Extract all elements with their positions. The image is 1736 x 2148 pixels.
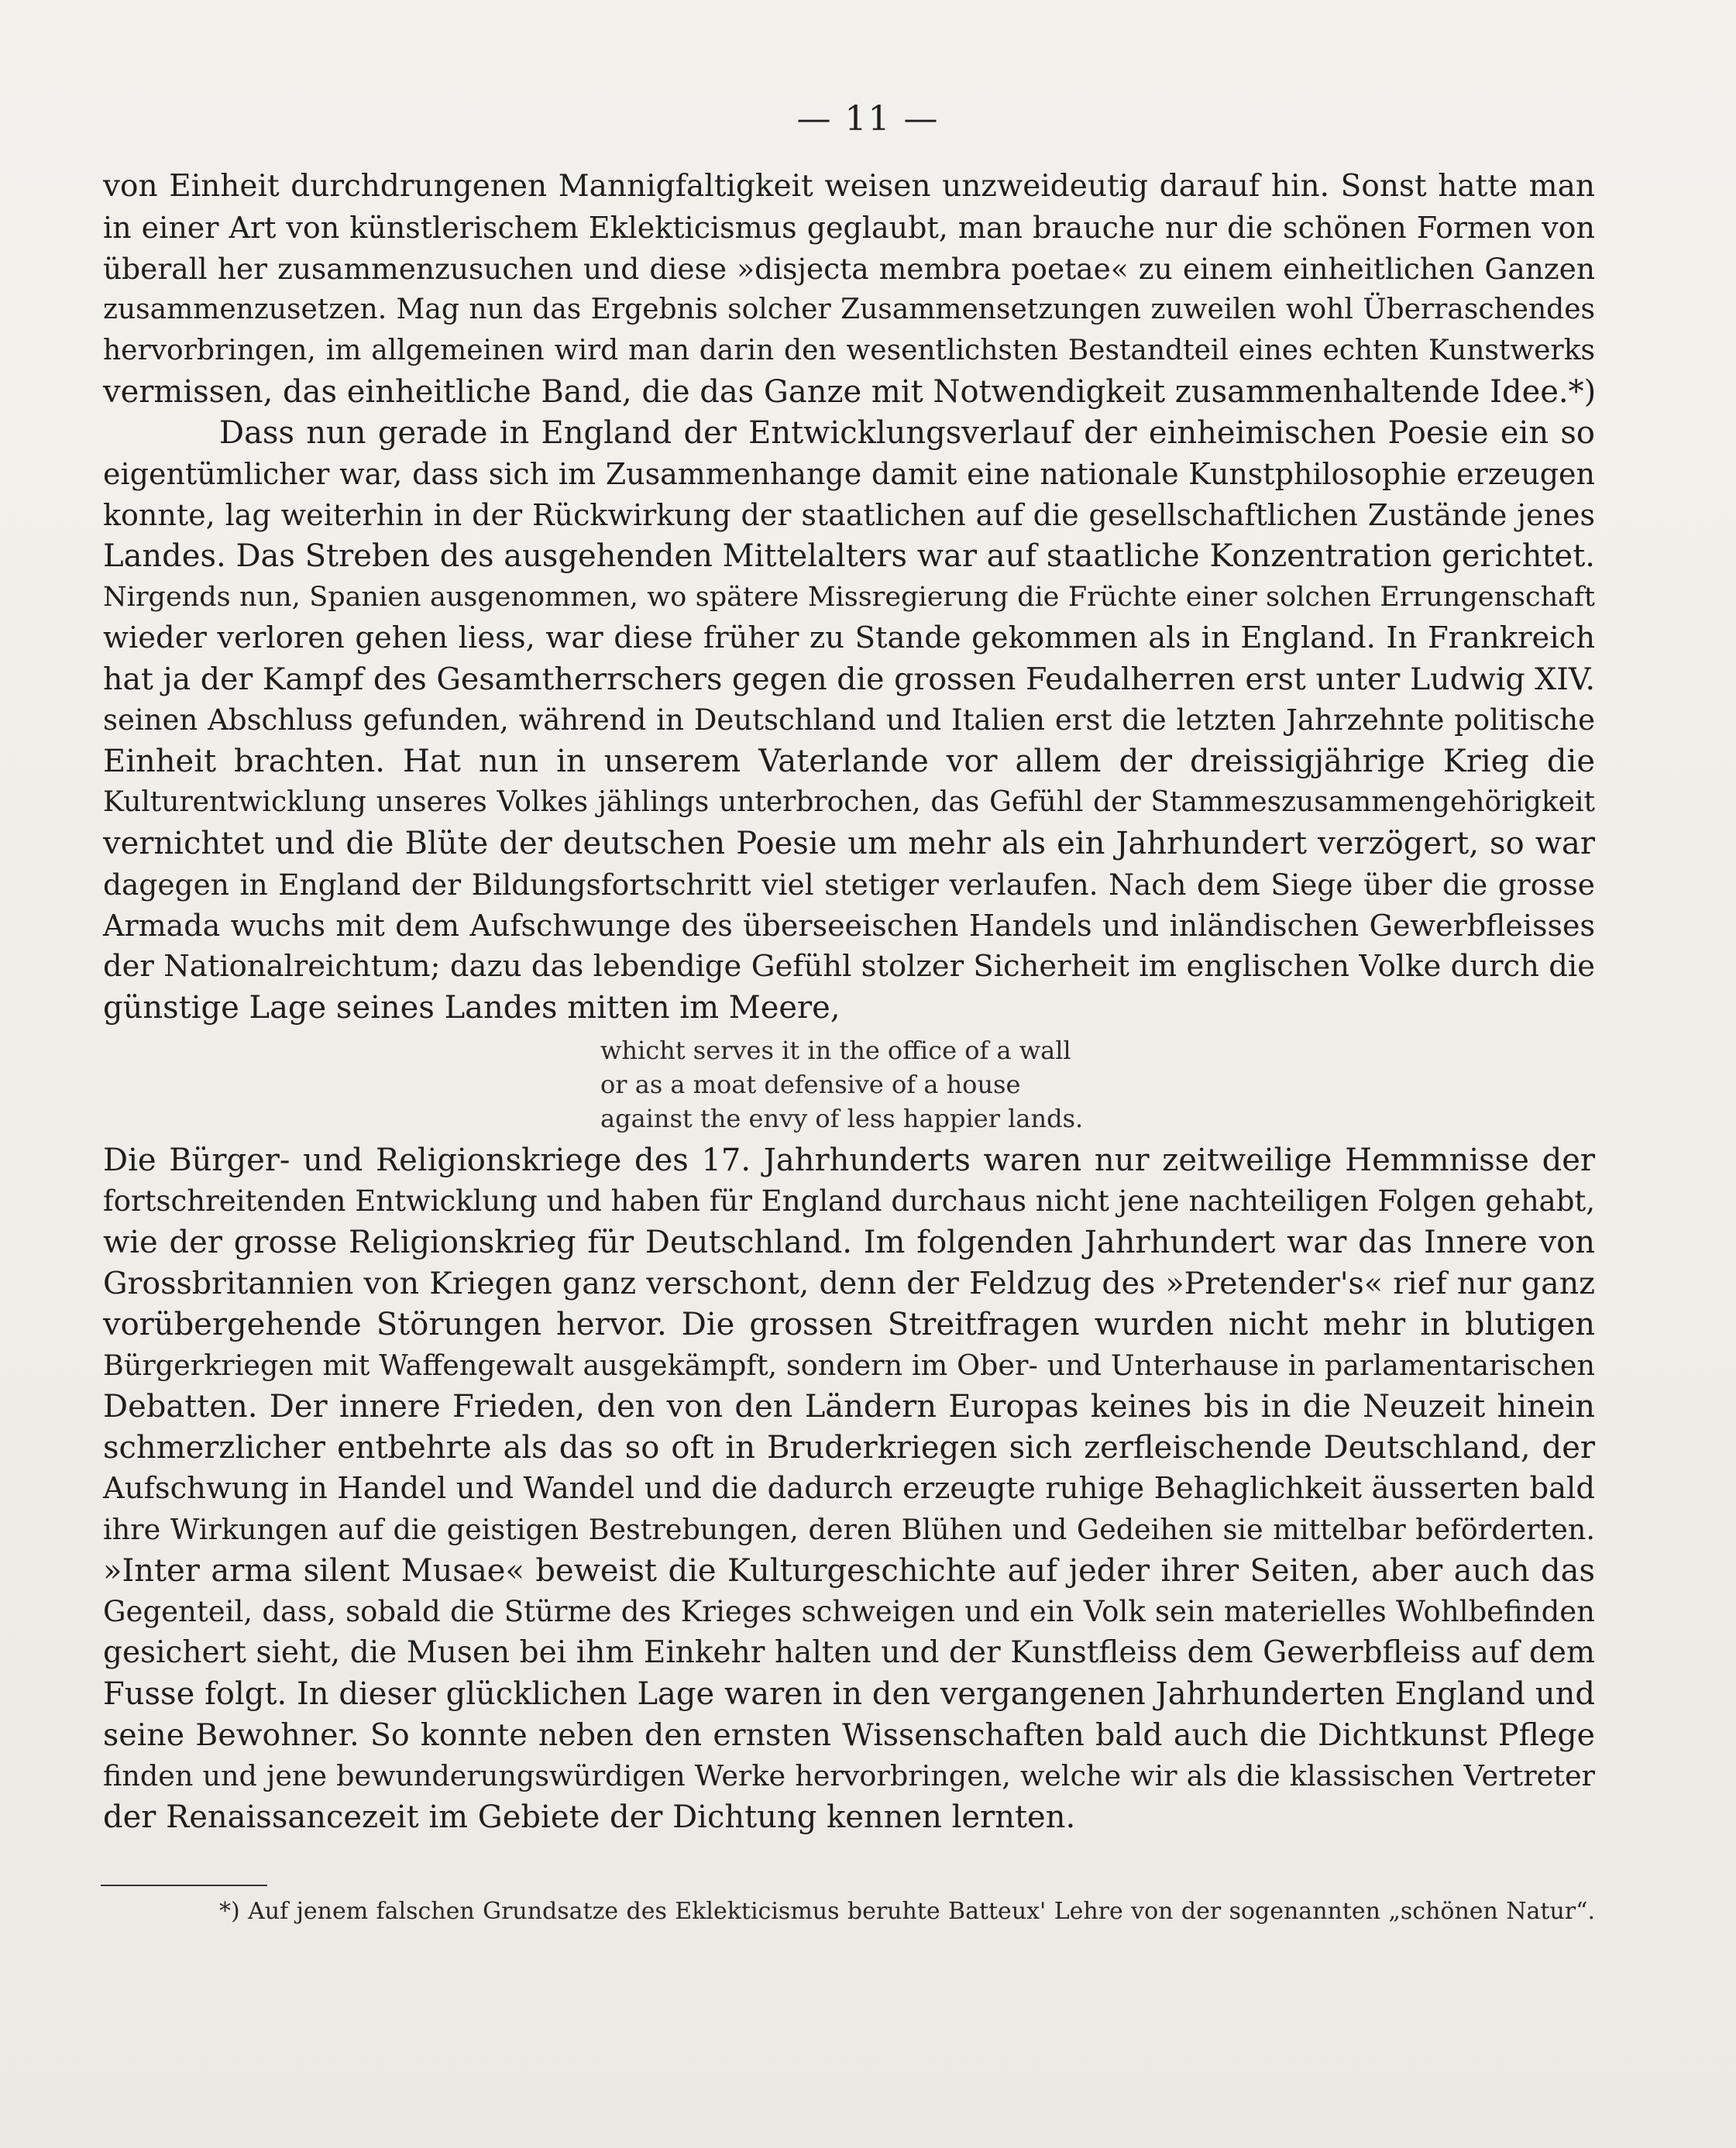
body-line: hat ja der Kampf des Gesamtherrschers gegen die grossen Feudalherren erst unter Ludwig XIV. [103,662,1596,697]
body-line: ihre Wirkungen auf die geistigen Bestrebungen, deren Blühen und Gedeihen sie mittelbar beförderten. [103,1513,1595,1546]
body-line: Gegenteil, dass, sobald die Stürme des Krieges schweigen und ein Volk sein materielles Wohlbefinden [103,1595,1595,1628]
body-line: hervorbringen, im allgemeinen wird man darin den wesentlichsten Bestandteil eines echten Kunstwerks [103,335,1595,366]
body-line: fortschreitenden Entwicklung und haben für England durchaus nicht jene nachteiligen Folgen gehabt, [103,1184,1596,1218]
body-line: wieder verloren gehen liess, war diese früher zu Stande gekommen als in England. In Frankreich [103,620,1595,655]
body-line: Einheit brachten. Hat nun in unserem Vaterlande vor allem der dreissigjährige Krieg die [103,744,1595,779]
body-line: zusammenzusetzen. Mag nun das Ergebnis solcher Zusammensetzungen zuweilen wohl Überraschendes [103,294,1595,325]
body-line: überall her zusammenzusuchen und diese »disjecta membra poetae« zu einem einheitlichen Ganzen [103,252,1595,286]
body-line: vernichtet und die Blüte der deutschen Poesie um mehr als ein Jahrhundert verzögert, so war [103,826,1595,861]
body-line: Landes. Das Streben des ausgehenden Mittelalters war auf staatliche Konzentration gerichtet. [103,538,1595,574]
body-line: Aufschwung in Handel und Wandel und die dadurch erzeugte ruhige Behaglichkeit äusserten bald [103,1471,1595,1506]
body-line: schmerzlicher entbehrte als das so oft in Bruderkriegen sich zerfleischende Deutschland, der [103,1430,1595,1466]
body-line: Bürgerkriegen mit Waffengewalt ausgekämpft, sondern im Ober- und Unterhause in parlamentarischen [103,1349,1595,1382]
body-line: günstige Lage seines Landes mitten im Meere, [103,990,840,1026]
body-line: von Einheit durchdrungenen Mannigfaltigkeit weisen unzweideutig darauf hin. Sonst hatte man [103,169,1595,204]
body-line: gesichert sieht, die Musen bei ihm Einkehr halten und der Kunstfleiss dem Gewerbfleiss auf dem [103,1635,1595,1670]
body-line: seinen Abschluss gefunden, während in Deutschland und Italien erst die letzten Jahrzehnte politische [103,703,1595,737]
body-line: konnte, lag weiterhin in der Rückwirkung der staatlichen auf die gesellschaftlichen Zustände jenes [103,498,1595,532]
body-line: finden und jene bewunderungswürdigen Werke hervorbringen, welche wir als die klassischen Vertreter [103,1759,1595,1792]
body-line: Fusse folgt. In dieser glücklichen Lage waren in den vergangenen Jahrhunderten England und [103,1676,1595,1712]
body-line: vermissen, das einheitliche Band, die das Ganze mit Notwendigkeit zusammenhaltende Idee.*) [103,374,1597,410]
body-line: Debatten. Der innere Frieden, den von den Ländern Europas keines bis in die Neuzeit hinein [103,1389,1595,1425]
quote-line: or as a moat defensive of a house [600,1070,1021,1099]
body-line: wie der grosse Religionskrieg für Deutschland. Im folgenden Jahrhundert war das Innere von [103,1225,1595,1260]
body-line: seine Bewohner. So konnte neben den ernsten Wissenschaften bald auch die Dichtkunst Pflege [103,1717,1595,1753]
body-line: »Inter arma silent Musae« beweist die Kulturgeschichte auf jeder ihrer Seiten, aber auch das [103,1553,1595,1589]
body-line: Nirgends nun, Spanien ausgenommen, wo spätere Missregierung die Früchte einer solchen Errungenschaft [103,582,1595,613]
page-number: — 11 — [796,99,940,139]
body-line: der Renaissancezeit im Gebiete der Dichtung kennen lernten. [103,1799,1076,1835]
body-line: Die Bürger- und Religionskriege des 17. Jahrhunderts waren nur zeitweilige Hemmnisse der [103,1143,1595,1178]
body-line-paragraph-start: Dass nun gerade in England der Entwicklungsverlauf der einheimischen Poesie ein so [219,415,1595,451]
body-line: vorübergehende Störungen hervor. Die grossen Streitfragen wurden nicht mehr in blutigen [103,1307,1595,1342]
body-line: Grossbritannien von Kriegen ganz verschont, denn der Feldzug des »Pretender's« rief nur ganz [103,1266,1595,1301]
body-line: Armada wuchs mit dem Aufschwunge des überseeischen Handels und inländischen Gewerbfleisses [103,909,1595,943]
body-line: der Nationalreichtum; dazu das lebendige Gefühl stolzer Sicherheit im englischen Volke durch die [103,949,1595,984]
footnote: *) Auf jenem falschen Grundsatze des Eklekticismus beruhte Batteux' Lehre von der sogenannten „schönen Natur“. [219,1898,1595,1925]
footnote-divider [101,1885,267,1886]
body-line: in einer Art von künstlerischem Eklekticismus geglaubt, man brauche nur die schönen Formen von [103,211,1595,245]
quote-line: whicht serves it in the office of a wall [600,1036,1071,1065]
body-line: Kulturentwicklung unseres Volkes jählings unterbrochen, das Gefühl der Stammeszusammengehörigkeit [103,786,1595,818]
quote-line: against the envy of less happier lands. [600,1104,1084,1133]
body-line: eigentümlicher war, dass sich im Zusammenhange damit eine nationale Kunstphilosophie erzeugen [103,457,1595,491]
body-line: dagegen in England der Bildungsfortschritt viel stetiger verlaufen. Nach dem Siege über die grosse [103,868,1595,902]
